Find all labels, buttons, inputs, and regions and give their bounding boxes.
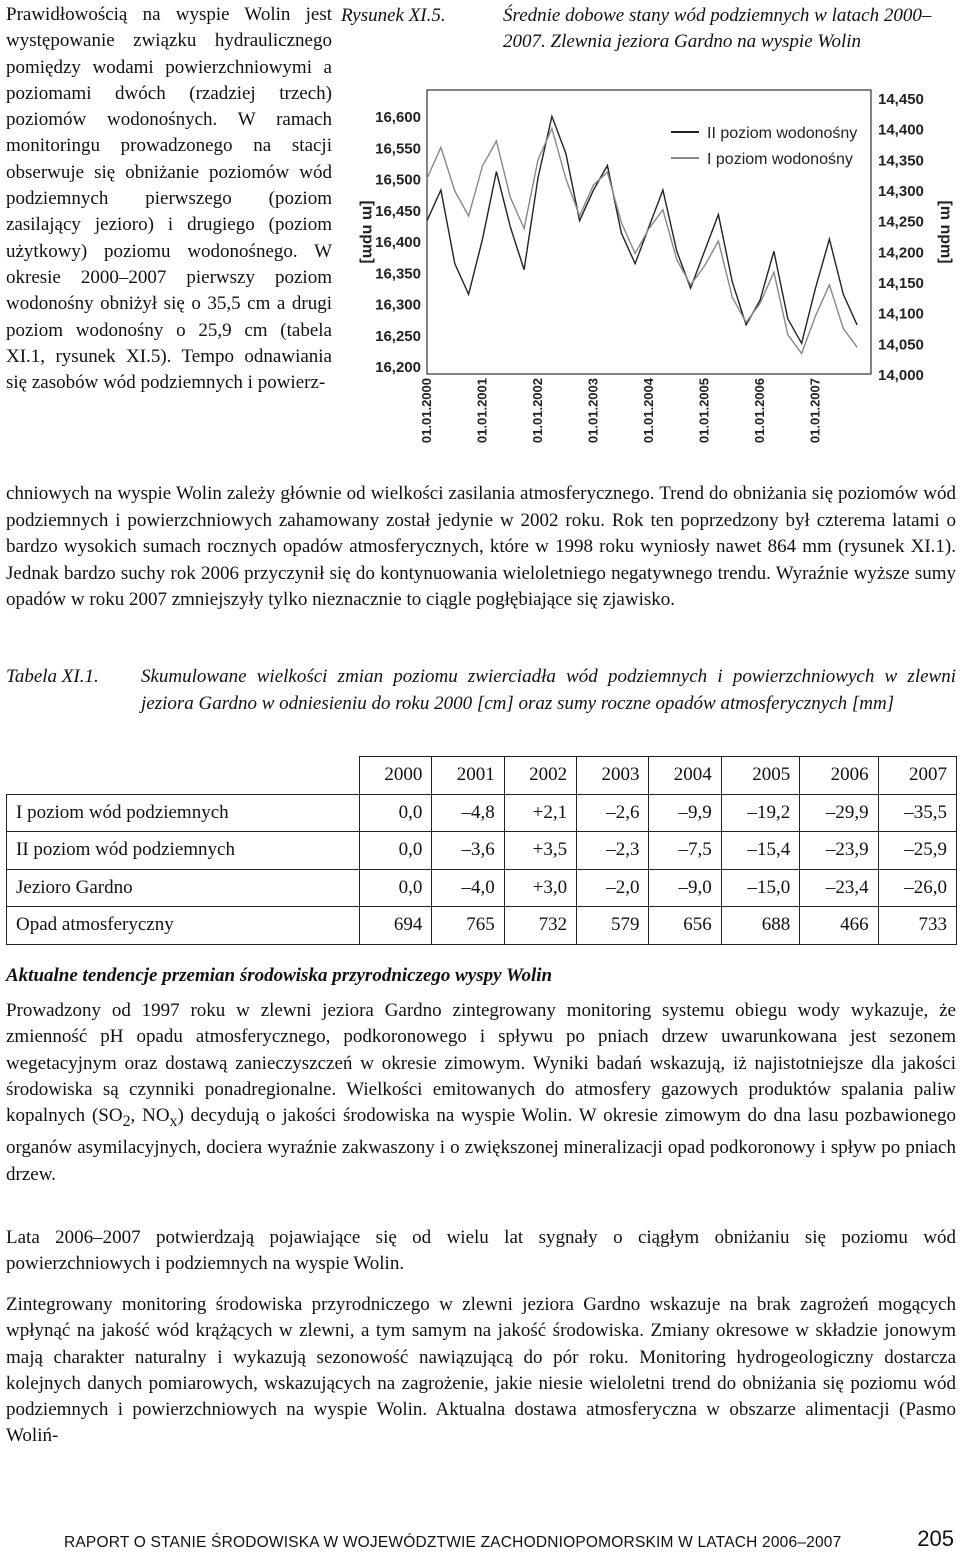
table-cell: –4,0 [432, 869, 504, 907]
table-corner-cell [7, 757, 360, 795]
paragraph-integrated-monitoring: Zintegrowany monitoring środowiska przyrodniczego w zlewni jeziora Gardno wskazuje na brak zagrożeń mogących wpłynąć na jakość wód krążących w zlewni, a tym samym na jakość środowiska. Zmiany okresowe w składzie jonowym mają charakter naturalny i wykazują sezonowość nawiązującą do pór roku. Monitoring hydrogeologiczny dostarcza kolejnych danych pomiarowych, wskazujących na zagrożenie, jakie niesie wieloletni trend do obniżania się poziomu wód podziemnych i powierzchniowych na wyspie Wolin. Aktualna dostawa atmosferyczna w obszarze alimentacji (Pasmo Woliń- [6, 1294, 956, 1447]
table-cell: –3,6 [432, 832, 504, 870]
subscript: x [169, 1112, 178, 1130]
y-left-axis-label: [m npm] [359, 200, 376, 264]
table-cell: –9,9 [649, 794, 721, 832]
year-header: 2001 [432, 757, 504, 795]
year-header: 2002 [504, 757, 576, 795]
paragraph-text: Prowadzony od 1997 roku w zlewni jeziora Gardno zintegrowany monitoring systemu obiegu wody wykazuje, że zmienność pH opadu atmosferycznego, podkoronowego i spływu po pniach drzew uwarunkowana jest sezonem wegetacyjnym oraz dostawą zanieczyszczeń w okresie zimowym. Wyniki badań wskazują, iż najistotniejsze dla jakości środowiska są czynniki ponadregionalne. Wielkości emitowanych do atmosfery gazowych produktów spalania paliw kopalnych (SO [6, 1000, 956, 1127]
figure-caption: Średnie dobowe stany wód podziemnych w latach 2000–2007. Zlewnia jeziora Gardno na wyspie Wolin [503, 5, 932, 52]
table-cell: 579 [577, 907, 649, 945]
y-left-tick-label: 16,200 [375, 359, 421, 376]
y-left-tick-label: 16,550 [375, 140, 421, 158]
table-cell: 688 [721, 907, 799, 945]
y-right-tick-label: 14,400 [878, 121, 924, 139]
paragraph-monitoring [6, 998, 956, 1188]
x-tick-label: 01.01.2006 [752, 378, 767, 444]
year-header: 2007 [878, 757, 956, 795]
y-left-tick-label: 16,450 [375, 202, 421, 220]
row-label: Jezioro Gardno [7, 869, 360, 907]
table-cell: –23,9 [800, 832, 878, 870]
legend-label: II poziom wodonośny [707, 125, 858, 142]
year-header: 2005 [721, 757, 799, 795]
table-row [7, 832, 957, 870]
table-cell: –15,0 [721, 869, 799, 907]
subscript: 2 [122, 1112, 131, 1130]
row-label: II poziom wód podziemnych [7, 832, 360, 870]
y-left-tick-label: 16,250 [375, 327, 421, 345]
table-cell: –25,9 [878, 832, 956, 870]
table-row [7, 869, 957, 907]
y-left-tick-label: 16,300 [375, 296, 421, 314]
table-cell: +3,5 [504, 832, 576, 870]
legend-label: I poziom wodonośny [707, 151, 853, 168]
figure-label: Rysunek XI.5. [341, 5, 446, 26]
table-row [7, 794, 957, 832]
x-tick-label: 01.01.2004 [641, 378, 656, 444]
y-right-tick-label: 14,300 [878, 183, 924, 200]
section-heading: Aktualne tendencje przemian środowiska przyrodniczego wyspy Wolin [6, 965, 553, 986]
y-right-tick-label: 14,150 [878, 275, 924, 292]
table-cell: –9,0 [649, 869, 721, 907]
row-label: I poziom wód podziemnych [7, 794, 360, 832]
page-footer [64, 1526, 954, 1554]
table-cell: –2,3 [577, 832, 649, 870]
table-cell: 0,0 [360, 832, 432, 870]
y-right-tick-label: 14,000 [878, 367, 924, 384]
paragraph-years: Lata 2006–2007 potwierdzają pojawiające się od wielu lat sygnały o ciągłym obniżaniu się poziomu wód powierzchniowych i podziemnych na wyspie Wolin. [6, 1227, 956, 1275]
y-right-tick-label: 14,450 [878, 91, 924, 108]
table-cell: 694 [360, 907, 432, 945]
row-label: Opad atmosferyczny [7, 907, 360, 945]
paragraph-text: ) decydują o jakości środowiska na wyspie Wolin. W okresie zimowym do dna lasu pozbawionego organów asymilacyjnych, dociera wyraźnie zakwaszony i o zwiększonej mineralizacji opad podkoronowy i spływ po pniach drzew. [6, 1105, 956, 1185]
y-right-tick-label: 14,350 [878, 152, 924, 170]
table-cell: 732 [504, 907, 576, 945]
table-cell: 0,0 [360, 869, 432, 907]
table-cell: –23,4 [800, 869, 878, 907]
intro-paragraph-continued: chniowych na wyspie Wolin zależy głównie od wielkości zasilania atmosferycznego. Trend do obniżania się poziomów wód podziemnych i powierzchniowych zahamowany został jedynie w 2002 roku. Rok ten poprzedzony był czterema latami o bardzo wysokich sumach rocznych opadów atmosferycznych, które w 1998 roku wyniosły nawet 864 mm (rysunek XI.1). Jednak bardzo suchy rok 2006 przyczynił się do kontynuowania wieloletniego negatywnego trendu. Wyraźnie wyższe sumy opadów w roku 2007 zmniejszyły tylko nieznacznie to ciągle pogłębiające się zjawisko. [6, 483, 956, 610]
footer-title: RAPORT O STANIE ŚRODOWISKA W WOJEWÓDZTWIE ZACHODNIOPOMORSKIM W LATACH 2006–2007 [64, 1534, 842, 1551]
chart-svg [341, 82, 956, 458]
table-cell: 656 [649, 907, 721, 945]
intro-paragraph: Prawidłowością na wyspie Wolin jest występowanie związku hydraulicznego pomiędzy wodami powierzchniowymi a poziomami dwóch (rzadziej trzech) poziomów wodonośnych. W ramach monitoringu prowadzonego na stacji obserwuje się obniżanie poziomów wód podziemnych pierwszego (poziom zasilający jezioro) i drugiego (poziom użytkowy) poziomu wodonośnego. W okresie 2000–2007 pierwszy poziom wodonośny obniżył się o 35,5 cm a drugi poziom wodonośny o 25,9 cm (tabela XI.1, rysunek XI.5). Tempo odnawiania się zasobów wód podziemnych i powierz- [6, 4, 332, 394]
table-cell: 765 [432, 907, 504, 945]
year-header: 2000 [360, 757, 432, 795]
year-header: 2003 [577, 757, 649, 795]
table-header-row [7, 757, 957, 795]
table-cell: –29,9 [800, 794, 878, 832]
table-cell: 733 [878, 907, 956, 945]
table-cell: 466 [800, 907, 878, 945]
table-cell: –7,5 [649, 832, 721, 870]
year-header: 2006 [800, 757, 878, 795]
table-cell: –35,5 [878, 794, 956, 832]
y-right-tick-label: 14,200 [878, 244, 924, 262]
year-header: 2004 [649, 757, 721, 795]
table-cell: –15,4 [721, 832, 799, 870]
x-tick-label: 01.01.2002 [530, 378, 545, 444]
table-cell: –4,8 [432, 794, 504, 832]
y-left-tick-label: 16,400 [375, 234, 421, 251]
table-label: Tabela XI.1. [6, 666, 99, 687]
data-table [6, 756, 957, 945]
x-tick-label: 01.01.2005 [696, 378, 712, 444]
y-right-axis-label: [m npm] [937, 200, 954, 264]
table-cell: +2,1 [504, 794, 576, 832]
table-cell: +3,0 [504, 869, 576, 907]
table-cell: –26,0 [878, 869, 956, 907]
paragraph-text: , NO [130, 1105, 170, 1127]
table-cell: –2,6 [577, 794, 649, 832]
x-tick-label: 01.01.2003 [585, 378, 601, 444]
y-right-tick-label: 14,050 [878, 336, 924, 354]
y-left-tick-label: 16,350 [375, 265, 421, 283]
table-caption: Skumulowane wielkości zmian poziomu zwierciadła wód podziemnych i powierzchniowych w zlewni jeziora Gardno w odniesieniu do roku 2000 [cm] oraz sumy roczne opadów atmosferycznych [mm] [141, 666, 956, 714]
table-cell: –2,0 [577, 869, 649, 907]
page-number: 205 [917, 1526, 954, 1551]
x-tick-label: 01.01.2001 [474, 378, 490, 444]
x-tick-label: 01.01.2000 [419, 378, 434, 444]
y-left-tick-label: 16,500 [375, 171, 421, 189]
y-right-tick-label: 14,250 [878, 213, 924, 231]
table-row [7, 907, 957, 945]
x-tick-label: 01.01.2007 [807, 378, 823, 444]
groundwater-chart [341, 82, 956, 458]
table-cell: 0,0 [360, 794, 432, 832]
y-right-tick-label: 14,100 [878, 305, 924, 323]
table-cell: –19,2 [721, 794, 799, 832]
y-left-tick-label: 16,600 [375, 109, 421, 126]
